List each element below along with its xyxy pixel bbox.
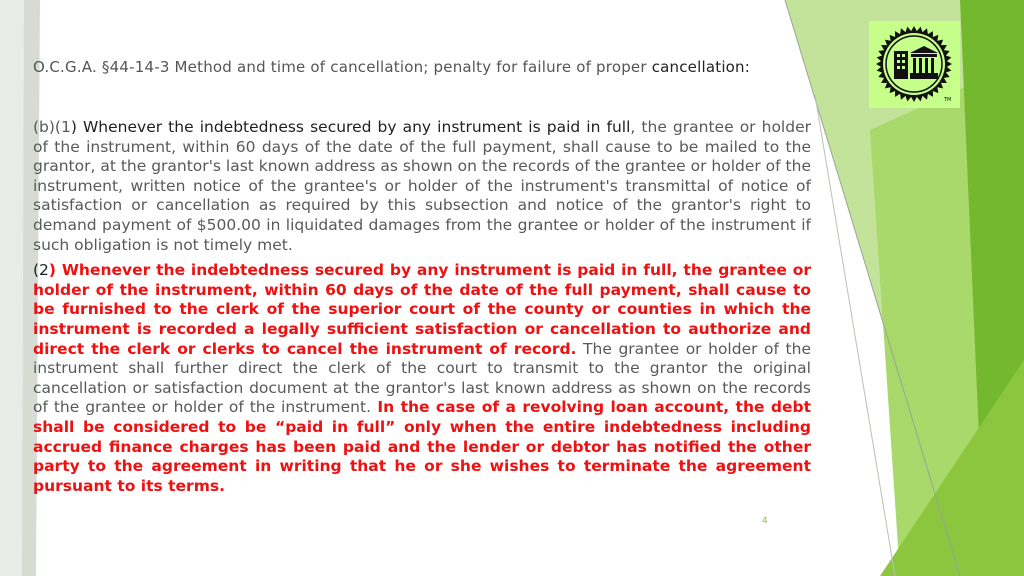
paragraph-b2 <box>33 261 811 496</box>
paragraph-b1 <box>33 118 811 255</box>
page-number: 4 <box>762 516 768 526</box>
b2-bold: ) Whenever the indebtedness secured by any instrument is paid in full, the grantee or holder of the instrument, within 60 days of the date of the full payment, shall cause to be furnished to the clerk of the superior court of the county or counties in which the instrument is recorded a legally sufficient satisfaction or cancellation to authorize and direct the clerk or clerks to cancel the instrument of record. <box>33 261 811 358</box>
building-seal-icon <box>869 21 960 108</box>
title-prefix: O.C.G.A. §44-14-3 Method and time of cancellation; penalty for failure of proper <box>33 58 647 76</box>
title-suffix: cancellation: <box>651 58 751 76</box>
b2-normal: The grantee or holder of the instrument shall further direct the clerk of the court to transmit to the grantor the original cancellation or satisfaction document at the grantor's last known address as shown on the records of the grantee or holder of the instrument. <box>33 339 811 417</box>
b1-highlight: ) Whenever the indebtedness secured by any instrument is paid in full <box>70 118 631 136</box>
logo <box>869 21 960 108</box>
b1-rest: , the grantee or holder of the instrument, within 60 days of the date of the full payment, shall cause to be mailed to the grantor, at the grantor's last known address as shown on the records of the grantee or holder of the instrument, written notice of the grantee's or holder of the instrument's transmittal of notice of satisfaction or cancellation as required by this subsection and notice of the grantor's right to demand payment of $500.00 in liquidated damages from the grantee or holder of the instrument if such obligation is not timely met. <box>33 118 811 254</box>
logo-mark: TM <box>944 97 952 103</box>
statute-text <box>33 118 811 496</box>
b2-label: (2 <box>33 261 49 280</box>
b1-label: (b)(1 <box>33 118 71 136</box>
slide-title <box>33 58 813 76</box>
b2-bold-2: In the case of a revolving loan account, the debt shall be considered to be “paid in full” only when the entire indebtedness including accrued finance charges has been paid and the lender or debtor has notified the other party to the agreement in writing that he or she wishes to terminate the agreement pursuant to its terms. <box>33 398 811 495</box>
